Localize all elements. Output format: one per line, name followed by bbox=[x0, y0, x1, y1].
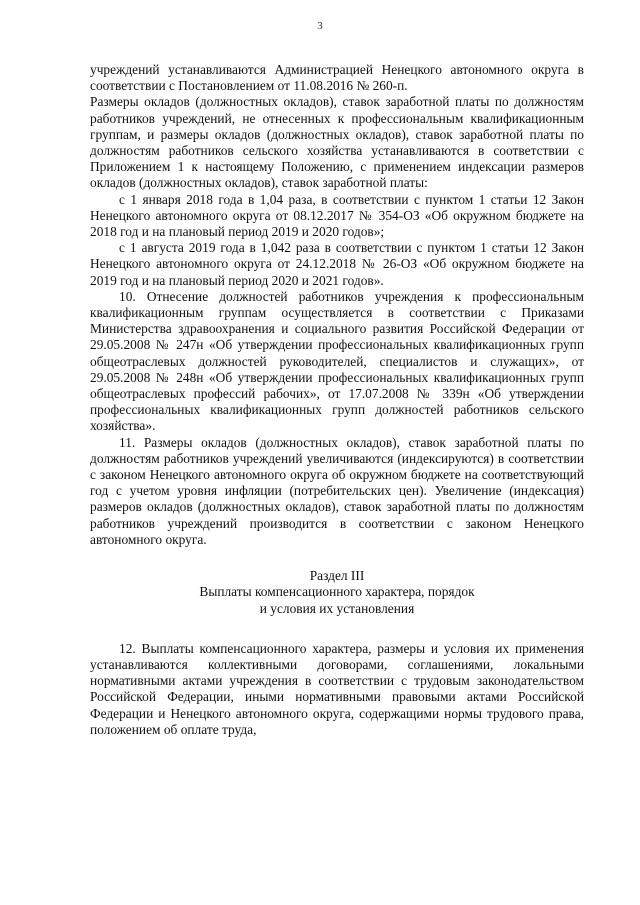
page-number: 3 bbox=[317, 20, 323, 32]
section-subtitle-line1: Выплаты компенсационного характера, порядок bbox=[199, 584, 475, 600]
section-subtitle-line2: и условия их установления bbox=[259, 600, 415, 616]
paragraph-p2: Размеры окладов (должностных окладов), ставок заработной платы по должностям работников учреждений, не отнесенных к профессиональным квалификационным группам, и размеры окладов (должностных окладов), ставок заработной платы по должностям работников сельского хозяйства устанавливаются в соответствии с Приложением 1 к настоящему Положению, с применением индексации размеров окладов (должностных окладов), ставок заработной платы: bbox=[90, 94, 584, 191]
section-heading bbox=[90, 568, 584, 617]
paragraph-p1: учреждений устанавливаются Администрацией Ненецкого автономного округа в соответствии с Постановлением от 11.08.2016 № 260-п. bbox=[90, 62, 584, 94]
document-body bbox=[90, 62, 584, 738]
paragraph-p3: с 1 января 2018 года в 1,04 раза, в соответствии с пунктом 1 статьи 12 Закон Ненецкого автономного округа от 08.12.2017 № 354-ОЗ «Об окружном бюджете на 2018 год и на плановый период 2019 и 2020 годов»; bbox=[90, 191, 584, 240]
paragraph-item-10: 10. Отнесение должностей работников учреждения к профессиональным квалификационным группам осуществляется в соответствии с Приказами Министерства здравоохранения и социального развития Российской Федерации от 29.05.2008 № 247н «Об утверждении профессиональных квалификационных групп общеотраслевых должностей руководителей, специалистов и служащих», от 29.05.2008 № 248н «Об утверждении профессиональных квалификационных групп общеотраслевых профессий рабочих», от 17.07.2008 № 339н «Об утверждении профессиональных квалификационных групп должностей работников сельского хозяйства». bbox=[90, 288, 584, 434]
paragraph-item-12: 12. Выплаты компенсационного характера, размеры и условия их применения устанавливаются коллективными договорами, соглашениями, локальными нормативными актами учреждения в соответствии с трудовым законодательством Российской Федерации, иными нормативными правовыми актами Российской Федерации и Ненецкого автономного округа, содержащими нормы трудового права, положением об оплате труда, bbox=[90, 640, 584, 737]
section-title: Раздел III bbox=[309, 568, 365, 584]
paragraph-item-11: 11. Размеры окладов (должностных окладов), ставок заработной платы по должностям работников учреждений увеличиваются (индексируются) в соответствии с законом Ненецкого автономного округа об окружном бюджете на соответствующий год с учетом уровня инфляции (потребительских цен). Увеличение (индексация) размеров окладов (должностных окладов), ставок заработной платы по должностям работников учреждений производится в соответствии с законом Ненецкого автономного округа. bbox=[90, 434, 584, 547]
paragraph-p4: с 1 августа 2019 года в 1,042 раза в соответствии с пунктом 1 статьи 12 Закон Ненецкого автономного округа от 24.12.2018 № 26-ОЗ «Об окружном бюджете на 2019 год и на плановый период 2020 и 2021 годов». bbox=[90, 240, 584, 288]
